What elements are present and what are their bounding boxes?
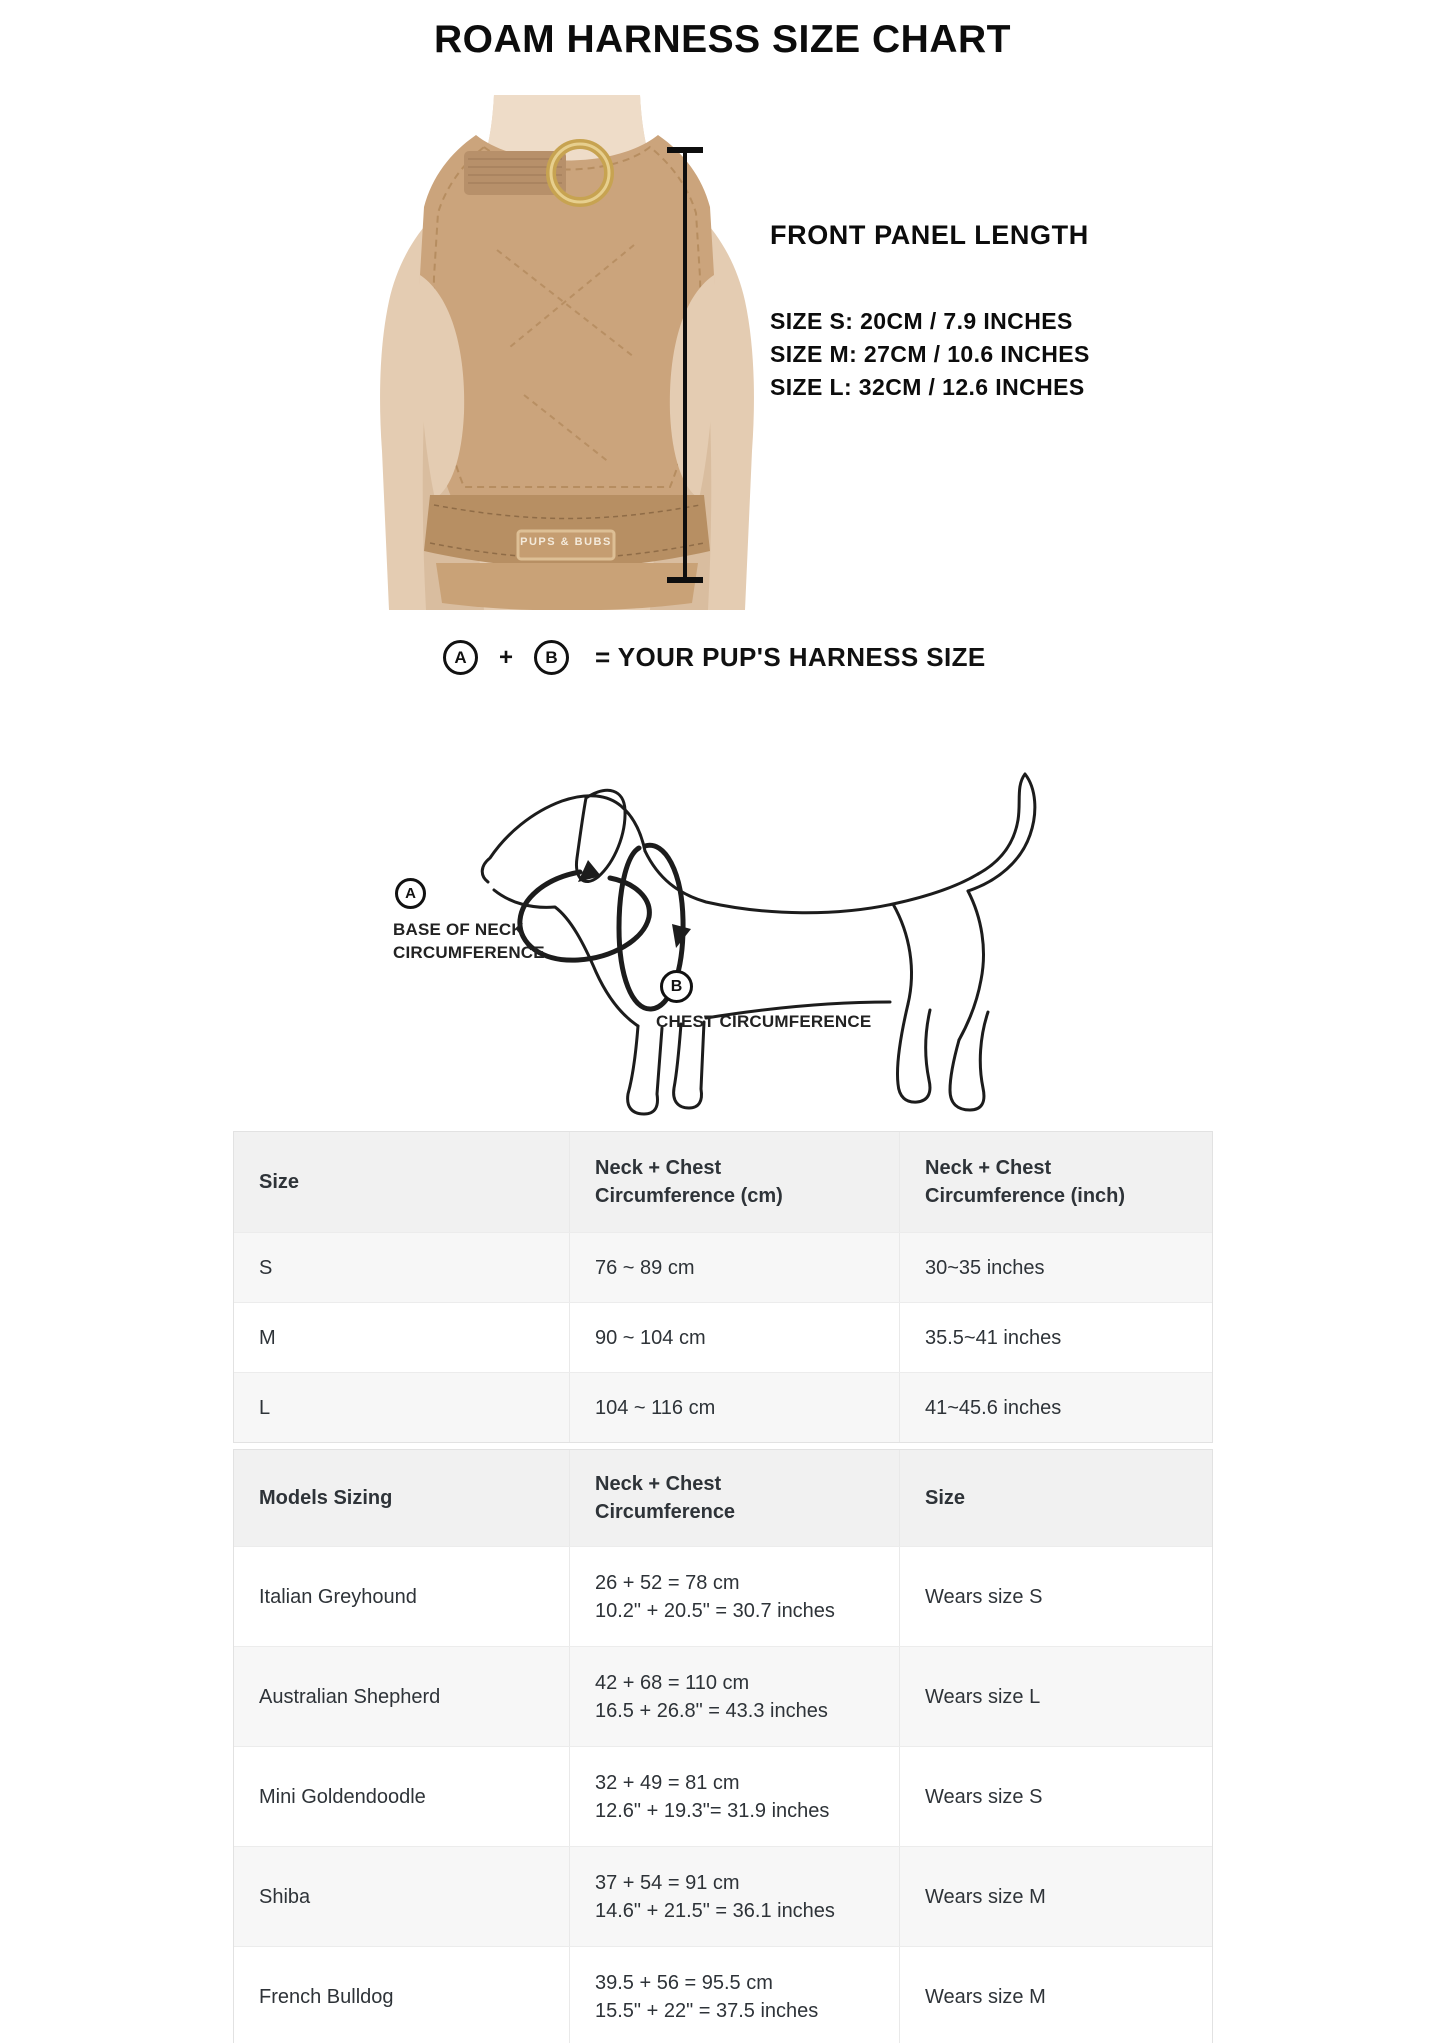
page-title: ROAM HARNESS SIZE CHART: [433, 18, 1012, 61]
front-panel-sizes: [770, 305, 1150, 404]
header-text: Neck + Chest Circumference: [595, 1473, 736, 1523]
circle-a-diagram-badge: A: [395, 878, 426, 909]
table-row: [234, 1302, 1212, 1372]
cm-cell: 90 ~ 104 cm: [569, 1303, 899, 1372]
model-cell: Australian Shepherd: [259, 1685, 441, 1708]
chest-label-text: CHEST CIRCUMFERENCE: [656, 1012, 872, 1031]
header-text: Neck + Chest Circumference (cm): [595, 1157, 783, 1207]
brand-patch-label: PUPS & BUBS: [520, 536, 612, 548]
table-row: [234, 1372, 1212, 1442]
wears-size-cell: Wears size S: [899, 1547, 1212, 1646]
size-table: [233, 1131, 1213, 1443]
models-table-header-model: [234, 1450, 569, 1546]
neck-label-line1: BASE OF NECK: [393, 920, 524, 939]
circumference-cell: [569, 1947, 899, 2043]
models-table: [233, 1449, 1213, 2043]
front-panel-heading: FRONT PANEL LENGTH: [770, 220, 1089, 250]
diagram-label-neck: [393, 878, 563, 964]
inch-line: 10.2" + 20.5" = 30.7 inches: [595, 1599, 835, 1622]
inch-cell: 35.5~41 inches: [899, 1303, 1212, 1372]
circle-b-diagram-badge: B: [660, 970, 693, 1003]
model-cell: French Bulldog: [259, 1985, 394, 2008]
circumference-cell: [569, 1847, 899, 1946]
front-panel-size-s: SIZE S: 20CM / 7.9 INCHES: [770, 308, 1073, 334]
size-cell: L: [259, 1396, 271, 1419]
circumference-cell: [569, 1747, 899, 1846]
size-cell: M: [259, 1326, 276, 1349]
wears-size-cell: Wears size L: [899, 1647, 1212, 1746]
cm-line: 26 + 52 = 78 cm: [595, 1571, 740, 1594]
header-text: Models Sizing: [259, 1487, 393, 1509]
inch-line: 12.6" + 19.3"= 31.9 inches: [595, 1799, 830, 1822]
table-row: [234, 1746, 1212, 1846]
table-row: [234, 1232, 1212, 1302]
plus-sign: +: [499, 643, 514, 671]
header-text: Size: [925, 1487, 966, 1509]
inch-cell: 41~45.6 inches: [899, 1373, 1212, 1442]
table-row: [234, 1846, 1212, 1946]
size-table-header-size: [234, 1132, 569, 1232]
front-panel-size-l: SIZE L: 32CM / 12.6 INCHES: [770, 374, 1085, 400]
wears-size-cell: Wears size M: [899, 1847, 1212, 1946]
table-row: [234, 1946, 1212, 2043]
inch-line: 16.5 + 26.8" = 43.3 inches: [595, 1699, 828, 1722]
header-text: Size: [259, 1171, 300, 1193]
cm-line: 37 + 54 = 91 cm: [595, 1871, 740, 1894]
cm-line: 39.5 + 56 = 95.5 cm: [595, 1971, 773, 1994]
measurement-line: [683, 150, 687, 580]
cm-cell: 104 ~ 116 cm: [569, 1373, 899, 1442]
size-table-header-cm: [569, 1132, 899, 1232]
model-cell: Shiba: [259, 1885, 311, 1908]
models-table-header-circumference: [569, 1450, 899, 1546]
cm-line: 32 + 49 = 81 cm: [595, 1771, 740, 1794]
size-table-header-inch: [899, 1132, 1212, 1232]
header-text: Neck + Chest Circumference (inch): [925, 1157, 1126, 1207]
cm-cell: 76 ~ 89 cm: [569, 1233, 899, 1302]
circumference-cell: [569, 1647, 899, 1746]
size-cell: S: [259, 1256, 273, 1279]
harness-photo-illustration: [372, 95, 762, 610]
model-cell: Italian Greyhound: [259, 1585, 417, 1608]
inch-cell: 30~35 inches: [899, 1233, 1212, 1302]
harness-photo: [372, 95, 762, 610]
inch-line: 14.6" + 21.5" = 36.1 inches: [595, 1899, 835, 1922]
size-chart-tables: [233, 1131, 1213, 2043]
cm-line: 42 + 68 = 110 cm: [595, 1671, 750, 1694]
table-row: [234, 1646, 1212, 1746]
model-cell: Mini Goldendoodle: [259, 1785, 426, 1808]
models-table-header-size: [899, 1450, 1212, 1546]
circle-b-badge: B: [534, 640, 569, 675]
inch-line: 15.5" + 22" = 37.5 inches: [595, 1999, 819, 2022]
table-row: [234, 1546, 1212, 1646]
diagram-label-chest: [656, 970, 871, 1032]
neck-label-line2: CIRCUMFERENCE: [393, 943, 545, 962]
front-panel-size-m: SIZE M: 27CM / 10.6 INCHES: [770, 341, 1090, 367]
front-panel-info: [770, 220, 1150, 404]
wears-size-cell: Wears size M: [899, 1947, 1212, 2043]
circle-a-badge: A: [443, 640, 478, 675]
circumference-cell: [569, 1547, 899, 1646]
harness-size-formula: [443, 640, 986, 675]
models-table-header-row: [234, 1450, 1212, 1546]
size-table-header-row: [234, 1132, 1212, 1232]
formula-result-text: = YOUR PUP'S HARNESS SIZE: [595, 642, 986, 672]
measurement-cap-bottom: [667, 577, 703, 583]
wears-size-cell: Wears size S: [899, 1747, 1212, 1846]
